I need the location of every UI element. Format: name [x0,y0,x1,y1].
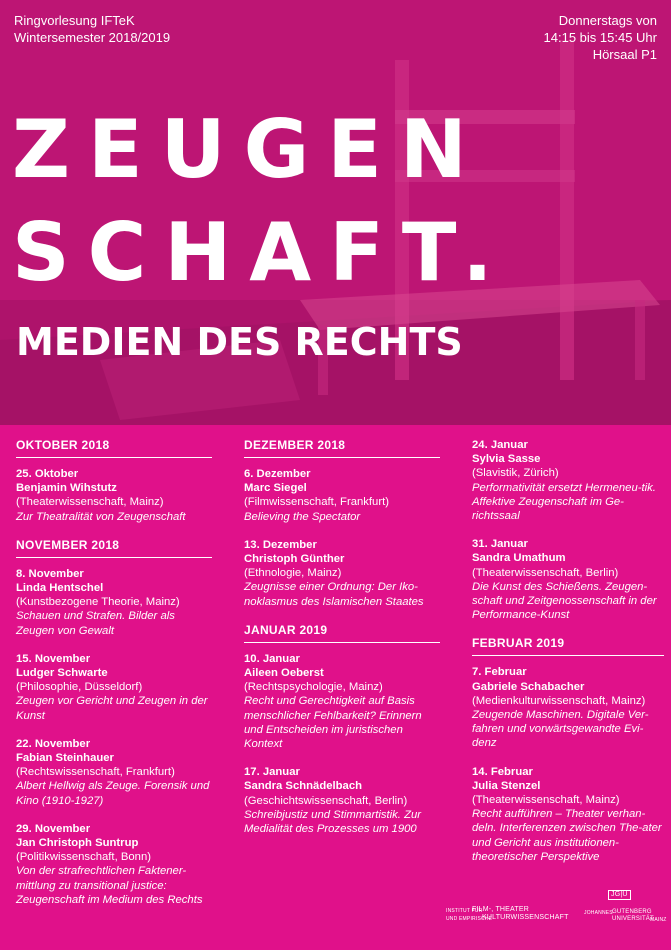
lecture-date: 15. November [16,652,91,665]
lecture-entry [244,467,440,524]
lecture-entry [244,765,440,836]
lecturer-institution: (Medienkulturwissenschaft, Mainz) [472,694,646,707]
semester: Wintersemester 2018/2019 [14,30,171,45]
lecture-date: 6. Dezember [244,468,311,480]
schedule-info [544,12,657,63]
lecturer-name: Sandra Umathum [472,552,566,565]
lecture-date: 8. November [16,567,84,580]
jgu-text-b: GUTENBERG [612,909,652,915]
month-heading: FEBRUAR 2019 [472,636,664,656]
lecturer-name: Marc Siegel [244,482,307,495]
institute-logo-text-b: FILM-, THEATER [472,906,529,913]
lecturer-name: Fabian Steinhauer [16,752,114,765]
lecturer-institution: (Rechtswissenschaft, Frankfurt) [16,766,175,779]
lecture-title: Schreibjustiz und Stimmartistik. Zur Medialität des Prozesses um 1900 [244,808,422,836]
institute-logo [446,906,569,926]
institute-logo-text-a: INSTITUT FÜR [446,908,483,914]
lecture-title: Recht und Gerechtigkeit auf Basis menschlicher Fehlbarkeit? Erinnern und Entscheiden im juristischen Kontext [244,695,422,751]
lecture-date: 24. Januar [472,439,528,451]
jgu-mark: JG|U [608,890,631,900]
lecture-date: 22. November [16,737,91,750]
lecture-title: Zeugende Maschinen. Digitale Ver-fahren und vorwärtsgewandte Evi-denz [472,709,649,750]
lecture-date: 14. Februar [472,765,533,778]
lecture-title: Performativität ersetzt Hermeneu-tik. Affektive Zeugenschaft im Ge-richtssaal [472,481,656,523]
institute-logo-text-c: UND EMPIRISCHE [446,916,493,922]
lecture-entry [472,665,664,750]
jgu-logo [580,890,667,930]
series-name: Ringvorlesung IFTeK [14,13,135,28]
schedule-room: Hörsaal P1 [592,47,657,62]
lecture-title: Recht aufführen – Theater verhan-deln. Interferenzen zwischen The-ater und Gericht aus institutionen-theoretischer Perspektive [472,808,662,863]
lecturer-institution: (Slavistik, Zürich) [472,467,559,480]
lecture-title: Die Kunst des Schießens. Zeugen-schaft und Zeitgenossenschaft in der Performance-Kunst [472,580,657,622]
lecture-title: Albert Hellwig als Zeuge. Forensik und Kino (1910-1927) [16,780,210,807]
title-line-1: ZEUGEN [12,103,485,196]
lecture-entry [16,567,212,638]
lecturer-institution: (Philosophie, Düsseldorf) [16,681,143,694]
lecture-date: 7. Februar [472,666,527,679]
lecturer-institution: (Filmwissenschaft, Frankfurt) [244,496,390,509]
program [0,438,671,948]
lecture-date: 10. Januar [244,652,300,665]
program-column-1 [16,438,212,921]
lecturer-name: Julia Stenzel [472,779,541,792]
series-info [14,12,170,46]
lecture-entry [16,737,212,808]
jgu-text-a: JOHANNES [584,910,613,916]
lecturer-institution: (Ethnologie, Mainz) [244,567,342,580]
lecture-entry [472,537,664,622]
jgu-text-c: UNIVERSITÄT [612,916,654,922]
institute-logo-text-d: KULTURWISSENSCHAFT [482,914,569,921]
lecture-date: 25. Oktober [16,468,79,480]
lecturer-institution: (Kunstbezogene Theorie, Mainz) [16,596,180,609]
program-column-3 [472,438,664,878]
lecturer-name: Aileen Oeberst [244,667,324,680]
lecture-entry [16,652,212,723]
lecture-date: 13. Dezember [244,538,317,551]
lecturer-name: Benjamin Wihstutz [16,482,117,495]
lecture-date: 29. November [16,822,91,835]
month-heading: NOVEMBER 2018 [16,538,212,558]
lecture-title: Believing the Spectator [244,510,361,523]
lecturer-institution: (Politikwissenschaft, Bonn) [16,851,151,864]
lecturer-name: Sandra Schnädelbach [244,780,363,793]
lecture-entry [16,467,212,524]
lecturer-name: Sylvia Sasse [472,453,541,466]
title-line-2: SCHAFT. [12,206,511,299]
lecture-date: 17. Januar [244,766,300,779]
lecture-entry [472,765,664,864]
lecturer-institution: (Theaterwissenschaft, Mainz) [472,794,620,807]
schedule-time: 14:15 bis 15:45 Uhr [543,30,657,45]
month-heading: DEZEMBER 2018 [244,438,440,458]
month-heading: JANUAR 2019 [244,623,440,643]
schedule-day: Donnerstags von [558,13,657,28]
lecture-entry [472,438,664,523]
lecture-title: Von der strafrechtlichen Faktener-mittlung zu transitional justice: Zeugenschaft im Medium des Rechts [16,865,203,906]
lecturer-name: Gabriele Schabacher [472,680,585,693]
lecturer-institution: (Rechtspsychologie, Mainz) [244,681,383,694]
lecturer-institution: (Theaterwissenschaft, Berlin) [472,566,619,579]
program-column-2 [244,438,440,850]
lecture-title: Schauen und Strafen. Bilder als Zeugen von Gewalt [16,610,175,637]
lecture-entry [244,538,440,609]
month-heading: OKTOBER 2018 [16,438,212,458]
lecture-date: 31. Januar [472,538,528,551]
lecture-entry [16,822,212,907]
lecturer-institution: (Geschichtswissenschaft, Berlin) [244,794,408,807]
lecturer-name: Jan Christoph Suntrup [16,837,139,850]
lecturer-name: Linda Hentschel [16,582,104,595]
lecture-title: Zeugnisse einer Ordnung: Der Iko-noklasmus des Islamischen Staates [244,581,424,608]
lecture-entry [244,652,440,751]
lecturer-institution: (Theaterwissenschaft, Mainz) [16,496,164,509]
hero-banner [0,0,671,425]
subtitle: MEDIEN DES RECHTS [16,320,463,364]
lecturer-name: Christoph Günther [244,553,345,566]
lecture-title: Zur Theatralität von Zeugenschaft [16,510,186,523]
lecture-title: Zeugen vor Gericht und Zeugen in der Kunst [16,695,208,722]
jgu-text-d: MAINZ [650,917,667,923]
lecturer-name: Ludger Schwarte [16,667,108,680]
